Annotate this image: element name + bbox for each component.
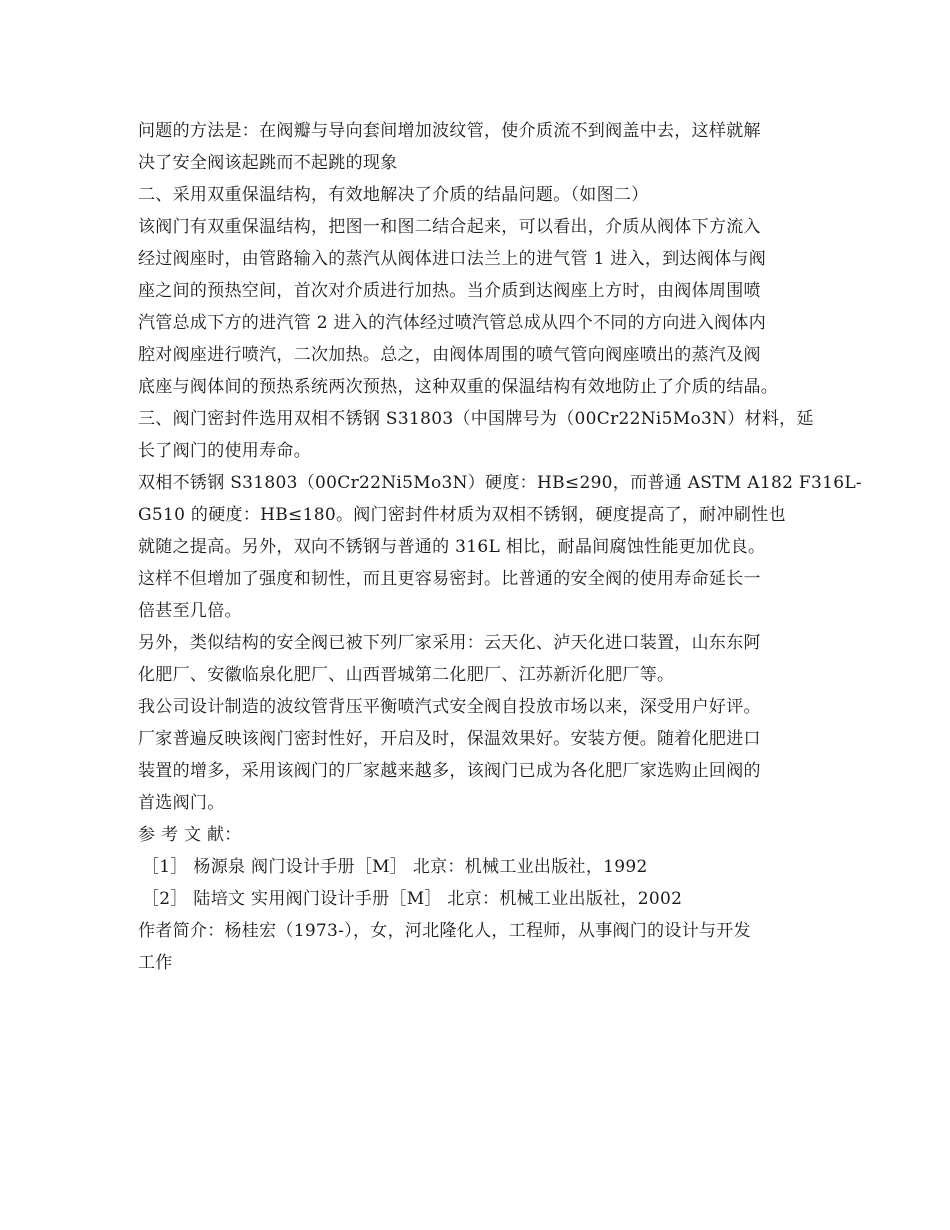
- body-text-line: 经过阀座时，由管路输入的蒸汽从阀体进口法兰上的进气管 1 进入，到达阀体与阀: [138, 249, 767, 269]
- author-note: 作者简介：杨桂宏（1973-），女，河北隆化人，工程师，从事阀门的设计与开发: [138, 921, 751, 941]
- body-text-line: 就随之提高。另外，双向不锈钢与普通的 316L 相比，耐晶间腐蚀性能更加优良。: [138, 537, 766, 557]
- body-text-line: 厂家普遍反映该阀门密封性好，开启及时，保温效果好。安装方便。随着化肥进口: [138, 729, 761, 749]
- section-heading: 三、阀门密封件选用双相不锈钢 S31803（中国牌号为（00Cr22Ni5Mo3N）材料，延: [138, 409, 814, 429]
- body-text-line: 首选阀门。: [138, 793, 225, 813]
- body-text-line: 该阀门有双重保温结构，把图一和图二结合起来，可以看出，介质从阀体下方流入: [138, 217, 761, 237]
- body-text-line: 问题的方法是：在阀瓣与导向套间增加波纹管，使介质流不到阀盖中去，这样就解: [138, 121, 761, 141]
- body-text-line: 另外，类似结构的安全阀已被下列厂家采用：云天化、泸天化进口装置，山东东阿: [138, 633, 761, 653]
- body-text-line: 座之间的预热空间，首次对介质进行加热。当介质到达阀座上方时，由阀体周围喷: [138, 281, 761, 301]
- body-text-line: 汽管总成下方的进汽管 2 进入的汽体经过喷汽管总成从四个不同的方向进入阀体内: [138, 313, 767, 333]
- author-note: 工作: [138, 953, 173, 973]
- body-text-line: 我公司设计制造的波纹管背压平衡喷汽式安全阀自投放市场以来，深受用户好评。: [138, 697, 761, 717]
- body-text-line: 化肥厂、安徽临泉化肥厂、山西晋城第二化肥厂、江苏新沂化肥厂等。: [138, 665, 675, 685]
- body-text-line: 倍甚至几倍。: [138, 601, 242, 621]
- reference-item: ［2］ 陆培文 实用阀门设计手册［M］ 北京：机械工业出版社，2002: [142, 889, 683, 909]
- body-text-line: 底座与阀体间的预热系统两次预热，这种双重的保温结构有效地防止了介质的结晶。: [138, 377, 779, 397]
- document-page: [138, 115, 862, 979]
- body-text-line: 这样不但增加了强度和韧性，而且更容易密封。比普通的安全阀的使用寿命延长一: [138, 569, 761, 589]
- body-text-line: 腔对阀座进行喷汽，二次加热。总之，由阀体周围的喷气管向阀座喷出的蒸汽及阀: [138, 345, 761, 365]
- body-text-line: 决了安全阀该起跳而不起跳的现象: [138, 153, 398, 173]
- reference-item: ［1］ 杨源泉 阀门设计手册［M］ 北京：机械工业出版社，1992: [142, 857, 648, 877]
- body-text-line: 双相不锈钢 S31803（00Cr22Ni5Mo3N）硬度：HB≤290，而普通 ASTM A182 F316L-: [138, 473, 862, 493]
- body-text-line: 装置的增多，采用该阀门的厂家越来越多，该阀门已成为各化肥厂家选购止回阀的: [138, 761, 761, 781]
- references-heading: 参 考 文 献：: [138, 825, 242, 845]
- section-heading: 二、采用双重保温结构，有效地解决了介质的结晶问题。（如图二）: [138, 185, 649, 205]
- section-heading: 长了阀门的使用寿命。: [138, 441, 311, 461]
- body-text-line: G510 的硬度：HB≤180。阀门密封件材质为双相不锈钢，硬度提高了，耐冲刷性也: [138, 505, 786, 525]
